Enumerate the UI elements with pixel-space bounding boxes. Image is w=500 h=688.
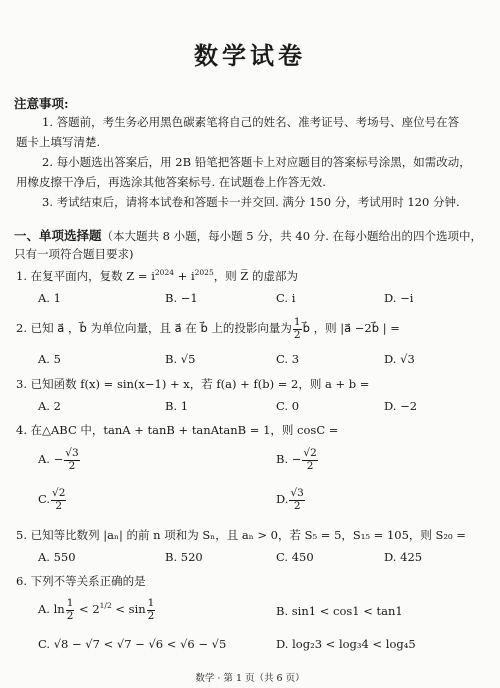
q1-text-pre: 1. 在复平面内，复数 Z = i xyxy=(16,269,155,283)
q1-exp-1: 2024 xyxy=(154,268,174,278)
q6-a-fraction-1: $\frac{1}{2}$ xyxy=(66,597,74,622)
q1-text-mid: + i xyxy=(174,269,195,283)
q2-option-c: C. 3 xyxy=(276,352,300,366)
q6-option-c: C. √8 − √7 < √7 − √6 < √6 − √5 xyxy=(38,637,227,651)
question-3: 3. 已知函数 f(x) = sin(x−1) + x，若 f(a) + f(b) = 2，则 a + b = xyxy=(16,377,370,391)
q6-option-b: B. sin1 < cos1 < tan1 xyxy=(276,604,403,618)
q3-option-b: B. 1 xyxy=(165,399,189,413)
q1-option-c: C. i xyxy=(276,291,296,305)
notice-line-1b: 题卡上填写清楚. xyxy=(16,135,101,149)
q2-option-a: A. 5 xyxy=(38,352,61,366)
section-title: 一、单项选择题 xyxy=(14,228,102,243)
q6-a-fraction-2: $\frac{1}{2}$ xyxy=(147,597,155,622)
q6-option-d: D. log₂3 < log₃4 < log₄5 xyxy=(276,637,416,651)
q5-option-d: D. 425 xyxy=(384,550,423,564)
q4-option-d: D. $\frac{√3}{2}$ xyxy=(276,487,304,512)
q1-option-d: D. −i xyxy=(384,291,414,305)
q1-option-b: B. −1 xyxy=(165,291,198,305)
section-desc-a: （本大题共 8 小题，每小题 5 分，共 40 分. 在每小题给出的四个选项中， xyxy=(101,229,483,243)
q4-b-fraction: $\frac{√2}{2}$ xyxy=(303,447,317,472)
section-heading xyxy=(14,226,482,244)
section-desc-b: 只有一项符合题目要求) xyxy=(14,247,134,261)
q6-option-a: A. ln $\frac{1}{2}$ < $2^{1/2} < \sin$ $\frac{1}{2}$ xyxy=(38,597,155,622)
question-6: 6. 下列不等关系正确的是 xyxy=(16,574,146,588)
notice-heading: 注意事项: xyxy=(14,96,69,111)
q3-option-c: C. 0 xyxy=(276,399,300,413)
q4-d-fraction: $\frac{√3}{2}$ xyxy=(290,487,304,512)
q4-option-a: A. − $\frac{√3}{2}$ xyxy=(38,447,79,472)
question-4: 4. 在△ABC 中，tanA + tanB + tanAtanB = 1，则 cosC = xyxy=(16,423,339,437)
q2-text-pre: 2. 已知 a⃗ ，b⃗ 为单位向量，且 a⃗ 在 b⃗ 上的投影向量为 xyxy=(16,321,292,336)
question-1 xyxy=(16,268,298,284)
q3-option-d: D. −2 xyxy=(384,399,418,413)
notice-line-3: 3. 考试结束后，请将本试卷和答题卡一并交回. 满分 150 分，考试用时 120 分钟. xyxy=(42,195,460,209)
page-title: 数学试卷 xyxy=(194,41,306,70)
notice-line-1a: 1. 答题前，考生务必用黑色碳素笔将自己的姓名、准考证号、考场号、座位号在答 xyxy=(42,115,460,129)
q2-text-post: b⃗ ，则 |a⃗ −2b⃗ | = xyxy=(302,321,400,336)
question-5: 5. 已知等比数列 |aₙ| 的前 n 项和为 Sₙ，且 aₙ > 0，若 S₅ = 5，S₁₅ = 105，则 S₂₀ = xyxy=(16,528,466,542)
q3-option-a: A. 2 xyxy=(38,399,61,413)
q5-option-a: A. 550 xyxy=(38,550,76,564)
q1-exp-2: 2025 xyxy=(194,268,214,278)
q4-option-c: C. $\frac{√2}{2}$ xyxy=(38,487,66,512)
q2-option-d: D. √3 xyxy=(384,352,415,366)
question-2 xyxy=(16,317,400,341)
notice-line-2b: 用橡皮擦干净后，再选涂其他答案标号. 在试题卷上作答无效. xyxy=(16,175,326,189)
q4-option-b: B. − $\frac{√2}{2}$ xyxy=(276,447,317,472)
q6-a-exponent: 1/2 xyxy=(99,601,112,611)
q5-option-b: B. 520 xyxy=(165,550,203,564)
q5-option-c: C. 450 xyxy=(276,550,314,564)
q1-option-a: A. 1 xyxy=(38,291,61,305)
q2-option-b: B. √5 xyxy=(165,352,196,366)
page-footer: 数学 · 第 1 页（共 6 页） xyxy=(195,673,305,684)
q2-fraction: $\frac{1}{2}$ xyxy=(293,316,301,341)
q1-text-post: ，则 Z̅ 的虚部为 xyxy=(213,269,299,283)
q4-a-fraction: $\frac{√3}{2}$ xyxy=(65,447,79,472)
q4-c-fraction: $\frac{√2}{2}$ xyxy=(52,487,66,512)
notice-line-2a: 2. 每小题选出答案后，用 2B 铅笔把答题卡上对应题目的答案标号涂黑，如需改动， xyxy=(42,155,471,169)
